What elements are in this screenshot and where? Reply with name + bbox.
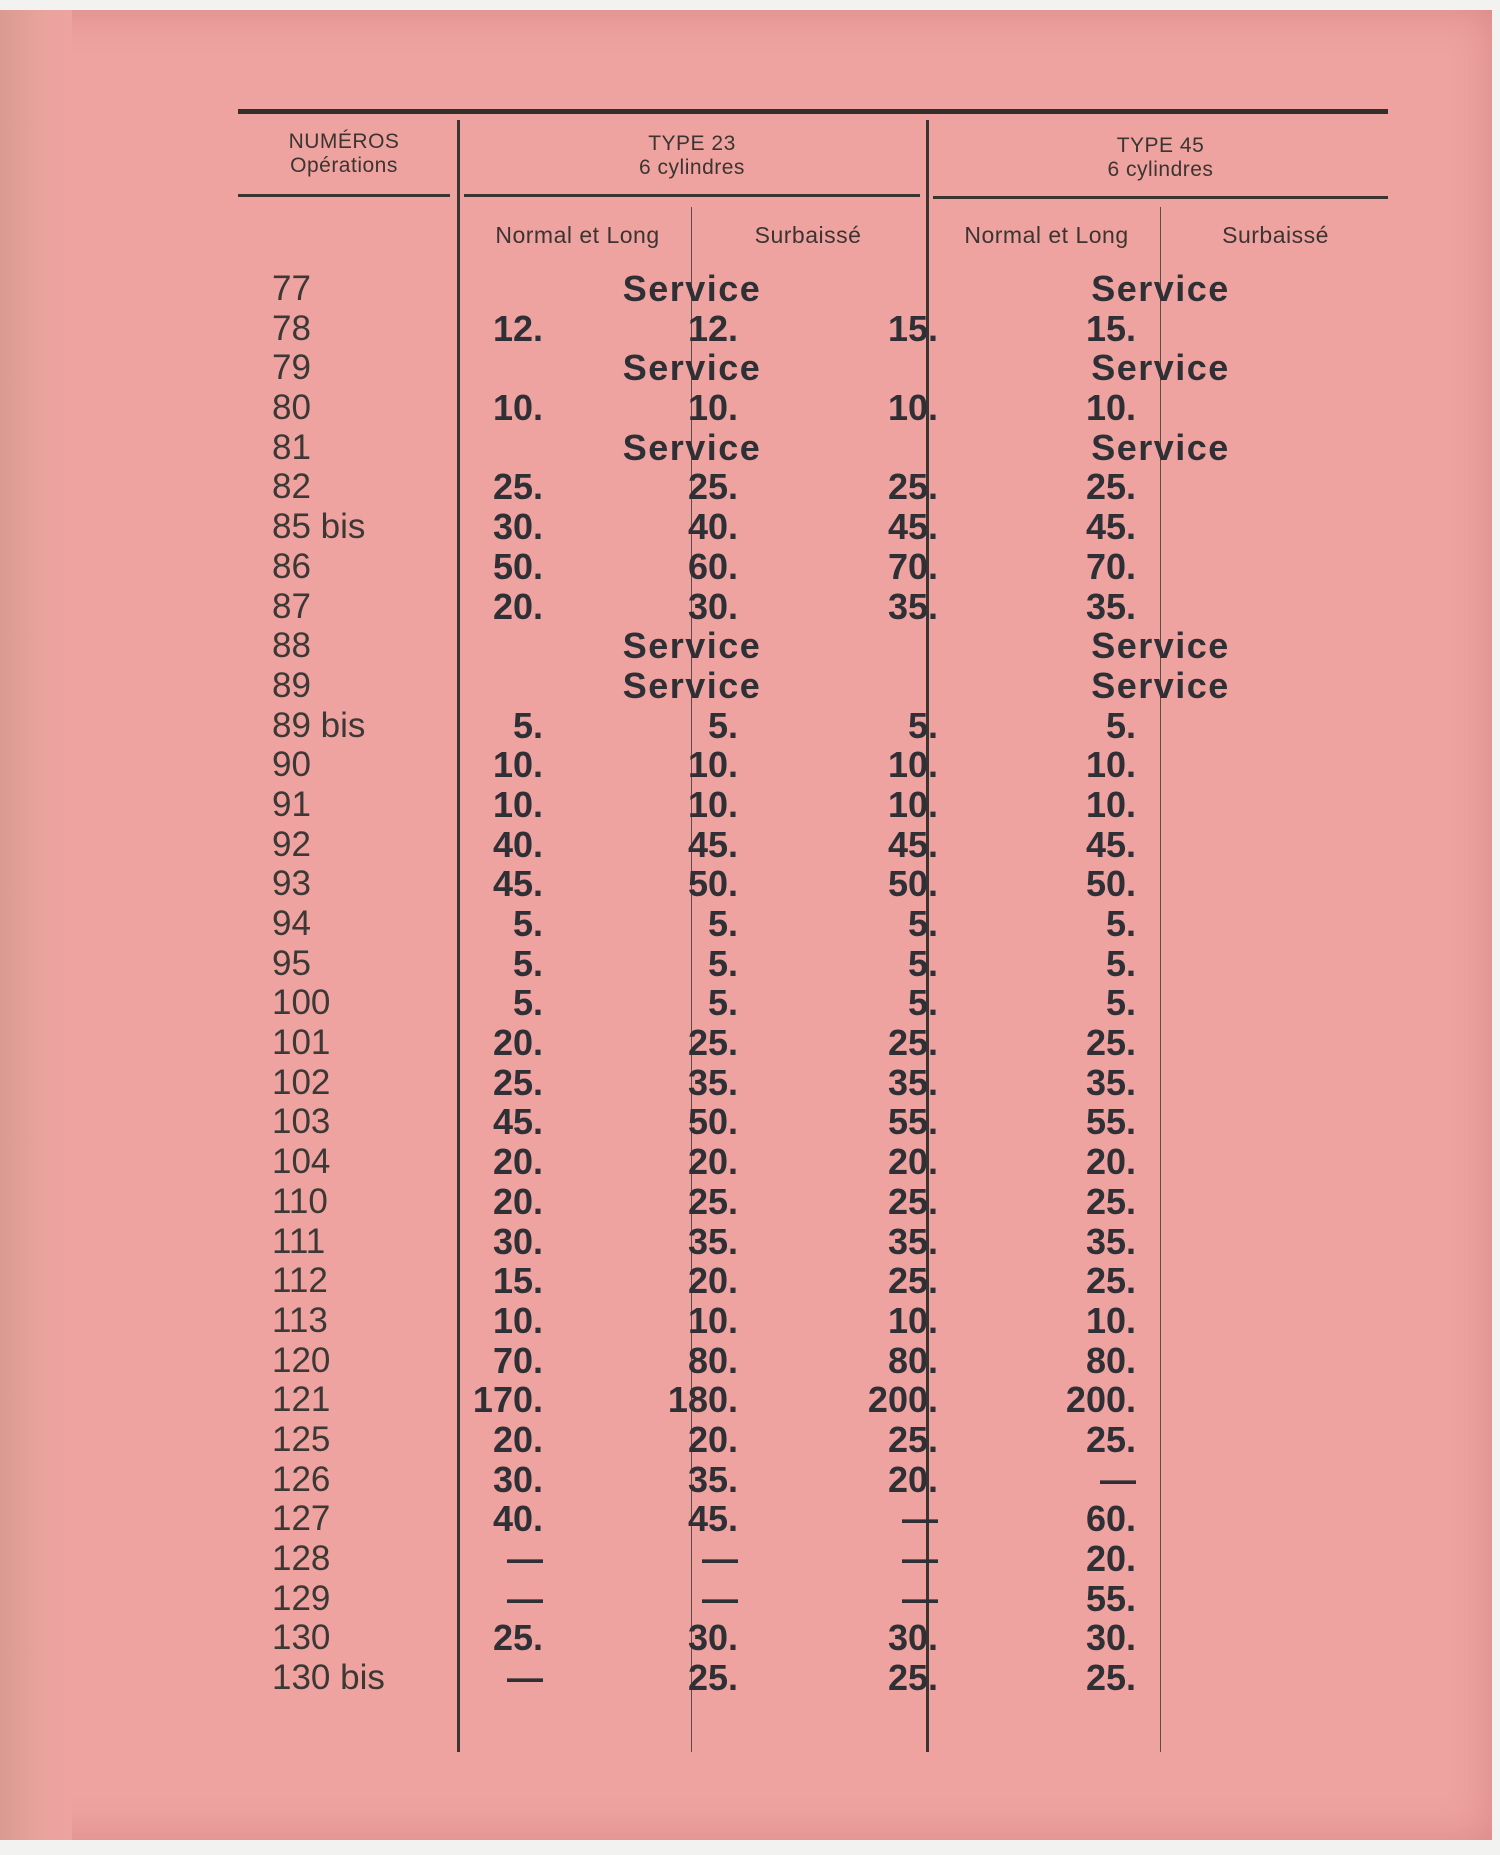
- table-row: [238, 666, 1388, 706]
- service-type23: Service: [622, 664, 762, 706]
- operation-number: 111: [272, 1221, 326, 1261]
- operation-number: 77: [272, 269, 311, 308]
- value-type23-normal: —: [507, 1538, 543, 1579]
- table-row: [238, 388, 1388, 428]
- value-type23-surbaisse: 35.: [687, 1458, 738, 1500]
- value-type23-normal: 20.: [492, 1180, 543, 1222]
- value-type23-surbaisse: 5.: [707, 942, 738, 984]
- operation-number: 92: [272, 824, 311, 864]
- table-row: [238, 1023, 1388, 1063]
- table-body: [238, 269, 1388, 1698]
- table-row: [238, 1539, 1388, 1579]
- value-type23-normal: 12.: [492, 307, 543, 349]
- operations-table: [238, 102, 1388, 1752]
- value-type45-normal: 10.: [887, 783, 938, 825]
- service-type45: Service: [1091, 664, 1230, 706]
- value-type45-surbaisse: 25.: [1085, 1260, 1136, 1302]
- operation-number: 121: [272, 1380, 331, 1420]
- operation-number: 101: [272, 1023, 331, 1063]
- value-type45-surbaisse: 55.: [1085, 1577, 1136, 1619]
- value-type23-normal: 40.: [492, 1498, 543, 1540]
- value-type45-surbaisse: 200.: [1065, 1379, 1136, 1421]
- value-type45-normal: 35.: [887, 585, 938, 627]
- value-type23-normal: 45.: [492, 863, 543, 905]
- operation-number: 78: [272, 308, 311, 348]
- operation-number: 128: [272, 1539, 331, 1578]
- header-type45: [933, 134, 1388, 182]
- value-type23-normal: 30.: [492, 506, 543, 548]
- value-type45-normal: 35.: [887, 1220, 938, 1262]
- value-type23-normal: 70.: [492, 1339, 543, 1381]
- value-type45-normal: 45.: [887, 823, 938, 865]
- header-type45-line2: 6 cylindres: [1107, 158, 1214, 181]
- value-type23-surbaisse: 35.: [687, 1061, 738, 1103]
- value-type45-surbaisse: 20.: [1085, 1538, 1136, 1579]
- top-rule: [238, 109, 1388, 114]
- service-type23: Service: [622, 625, 762, 667]
- value-type23-surbaisse: 40.: [687, 506, 738, 548]
- value-type23-surbaisse: —: [702, 1538, 738, 1579]
- operation-number: 94: [272, 904, 311, 943]
- value-type23-surbaisse: 30.: [687, 1617, 738, 1659]
- header-operations-line1: NUMÉROS: [288, 130, 400, 153]
- value-type45-normal: 45.: [887, 506, 938, 548]
- operation-number: 79: [272, 348, 311, 388]
- header-operations-line2: Opérations: [290, 154, 398, 177]
- value-type45-normal: 20.: [887, 1458, 938, 1500]
- value-type45-surbaisse: 20.: [1085, 1141, 1136, 1183]
- table-row: [238, 825, 1388, 865]
- value-type45-normal: —: [902, 1577, 938, 1619]
- operation-number: 82: [272, 467, 311, 507]
- header-type23-line2: 6 cylindres: [639, 156, 745, 179]
- value-type23-surbaisse: 5.: [707, 982, 738, 1024]
- service-type45: Service: [1091, 426, 1230, 468]
- operation-number: 110: [272, 1181, 328, 1221]
- value-type23-normal: —: [507, 1577, 543, 1619]
- value-type45-normal: —: [902, 1498, 938, 1540]
- header-type45-line1: TYPE 45: [1116, 134, 1205, 157]
- value-type45-normal: 5.: [907, 982, 938, 1024]
- value-type23-normal: 20.: [492, 1418, 543, 1460]
- header-type23: [464, 132, 920, 180]
- value-type23-normal: —: [507, 1657, 543, 1699]
- value-type45-normal: 5.: [907, 942, 938, 984]
- value-type23-normal: 25.: [492, 466, 543, 508]
- table-row: [238, 1658, 1388, 1698]
- table-row: [238, 944, 1388, 984]
- operation-number: 100: [272, 983, 331, 1023]
- service-type23: Service: [622, 347, 762, 389]
- value-type45-surbaisse: 35.: [1085, 585, 1136, 627]
- operation-number: 85 bis: [272, 507, 366, 547]
- table-row: [238, 467, 1388, 507]
- table-row: [238, 547, 1388, 587]
- value-type23-normal: 5.: [512, 982, 543, 1024]
- value-type45-normal: 10.: [887, 1299, 938, 1341]
- service-type45: Service: [1091, 347, 1230, 389]
- value-type45-normal: 10.: [887, 387, 938, 429]
- operation-number: 91: [272, 784, 311, 824]
- value-type45-surbaisse: 45.: [1085, 823, 1136, 865]
- operation-number: 130 bis: [272, 1658, 385, 1698]
- operation-number: 90: [272, 745, 311, 785]
- value-type45-surbaisse: 10.: [1085, 783, 1136, 825]
- value-type45-surbaisse: 25.: [1085, 1657, 1136, 1699]
- service-type23: Service: [622, 426, 762, 468]
- operation-number: 89: [272, 665, 311, 705]
- value-type45-surbaisse: 5.: [1105, 704, 1136, 746]
- value-type23-normal: 20.: [492, 1141, 543, 1183]
- value-type23-normal: 45.: [492, 1101, 543, 1143]
- value-type45-surbaisse: 70.: [1085, 545, 1136, 587]
- table-row: [238, 1222, 1388, 1262]
- table-row: [238, 1380, 1388, 1420]
- value-type45-surbaisse: 25.: [1085, 466, 1136, 508]
- value-type23-normal: 10.: [492, 783, 543, 825]
- value-type23-surbaisse: 25.: [687, 1657, 738, 1699]
- value-type23-surbaisse: 25.: [687, 1022, 738, 1064]
- rule-type23-header: [464, 194, 920, 197]
- service-type45: Service: [1091, 268, 1230, 309]
- value-type45-normal: 30.: [887, 1617, 938, 1659]
- value-type23-surbaisse: 30.: [687, 585, 738, 627]
- table-row: [238, 626, 1388, 666]
- operation-number: 129: [272, 1578, 331, 1618]
- table-row: [238, 269, 1388, 309]
- value-type23-surbaisse: 25.: [687, 466, 738, 508]
- value-type45-surbaisse: 60.: [1085, 1498, 1136, 1540]
- value-type23-normal: 10.: [492, 387, 543, 429]
- value-type23-surbaisse: 35.: [687, 1220, 738, 1262]
- value-type45-surbaisse: 10.: [1085, 744, 1136, 786]
- value-type23-normal: 20.: [492, 585, 543, 627]
- table-row: [238, 706, 1388, 746]
- table-row: [238, 1460, 1388, 1500]
- table-row: [238, 1102, 1388, 1142]
- table-row: [238, 507, 1388, 547]
- value-type23-surbaisse: 50.: [687, 863, 738, 905]
- operation-number: 104: [272, 1142, 331, 1182]
- value-type45-surbaisse: 25.: [1085, 1418, 1136, 1460]
- value-type23-normal: 170.: [472, 1379, 543, 1421]
- value-type45-normal: 25.: [887, 1022, 938, 1064]
- value-type23-surbaisse: 45.: [687, 1498, 738, 1540]
- header-type23-line1: TYPE 23: [648, 132, 736, 155]
- service-type23: Service: [622, 268, 762, 309]
- value-type23-normal: 10.: [492, 744, 543, 786]
- operation-number: 81: [272, 427, 311, 467]
- value-type45-normal: 25.: [887, 466, 938, 508]
- value-type23-surbaisse: 5.: [707, 903, 738, 944]
- value-type23-surbaisse: 20.: [687, 1141, 738, 1183]
- value-type23-normal: 25.: [492, 1061, 543, 1103]
- table-row: [238, 1301, 1388, 1341]
- value-type23-surbaisse: 25.: [687, 1180, 738, 1222]
- value-type23-surbaisse: 12.: [687, 307, 738, 349]
- operation-number: 126: [272, 1459, 331, 1499]
- operation-number: 87: [272, 586, 311, 626]
- table-row: [238, 864, 1388, 904]
- operation-number: 95: [272, 943, 311, 983]
- operation-number: 86: [272, 546, 311, 586]
- value-type45-surbaisse: 15.: [1085, 307, 1136, 349]
- table-row: [238, 1063, 1388, 1103]
- value-type45-normal: 80.: [887, 1339, 938, 1381]
- value-type23-surbaisse: 10.: [687, 744, 738, 786]
- value-type23-normal: 50.: [492, 545, 543, 587]
- value-type45-surbaisse: 5.: [1105, 903, 1136, 944]
- value-type45-surbaisse: —: [1100, 1458, 1136, 1500]
- table-row: [238, 587, 1388, 627]
- table-row: [238, 1142, 1388, 1182]
- subheader-type45-normal: Normal et Long: [964, 222, 1129, 248]
- table-row: [238, 1341, 1388, 1381]
- table-row: [238, 1579, 1388, 1619]
- value-type45-normal: 55.: [887, 1101, 938, 1143]
- value-type45-normal: 25.: [887, 1260, 938, 1302]
- value-type45-surbaisse: 80.: [1085, 1339, 1136, 1381]
- operation-number: 89 bis: [272, 705, 366, 745]
- table-row: [238, 785, 1388, 825]
- value-type23-surbaisse: 10.: [687, 1299, 738, 1341]
- value-type23-normal: 30.: [492, 1220, 543, 1262]
- value-type45-normal: 15.: [887, 307, 938, 349]
- table-row: [238, 1420, 1388, 1460]
- table-row: [238, 983, 1388, 1023]
- value-type23-normal: 10.: [492, 1299, 543, 1341]
- value-type23-normal: 5.: [512, 903, 543, 944]
- value-type23-normal: 30.: [492, 1458, 543, 1500]
- page-spine-shadow: [0, 10, 72, 1840]
- value-type45-normal: 25.: [887, 1180, 938, 1222]
- value-type45-surbaisse: 35.: [1085, 1061, 1136, 1103]
- rule-type45-header: [933, 196, 1388, 199]
- table-row: [238, 428, 1388, 468]
- value-type45-surbaisse: 10.: [1085, 1299, 1136, 1341]
- operation-number: 120: [272, 1340, 331, 1380]
- operation-number: 88: [272, 626, 311, 666]
- value-type23-surbaisse: 60.: [687, 545, 738, 587]
- value-type45-surbaisse: 25.: [1085, 1022, 1136, 1064]
- operation-number: 125: [272, 1419, 331, 1459]
- value-type23-normal: 5.: [512, 704, 543, 746]
- operation-number: 102: [272, 1062, 331, 1102]
- value-type45-surbaisse: 5.: [1105, 942, 1136, 984]
- value-type23-surbaisse: 5.: [707, 704, 738, 746]
- value-type45-normal: —: [902, 1538, 938, 1579]
- value-type45-surbaisse: 35.: [1085, 1220, 1136, 1262]
- value-type23-normal: 15.: [492, 1260, 543, 1302]
- value-type45-normal: 50.: [887, 863, 938, 905]
- subheader-type23-normal: Normal et Long: [495, 222, 660, 248]
- value-type23-normal: 5.: [512, 942, 543, 984]
- table-row: [238, 309, 1388, 349]
- operation-number: 112: [272, 1261, 328, 1301]
- value-type23-normal: 40.: [492, 823, 543, 865]
- value-type45-surbaisse: 10.: [1085, 387, 1136, 429]
- table-row: [238, 745, 1388, 785]
- subheader-type45-surbaisse: Surbaissé: [1222, 222, 1329, 248]
- value-type45-normal: 70.: [887, 545, 938, 587]
- value-type45-normal: 20.: [887, 1141, 938, 1183]
- value-type45-normal: 200.: [867, 1379, 938, 1421]
- value-type23-surbaisse: 20.: [687, 1418, 738, 1460]
- value-type23-normal: 25.: [492, 1617, 543, 1659]
- value-type45-normal: 5.: [907, 704, 938, 746]
- operation-number: 103: [272, 1102, 331, 1142]
- value-type45-surbaisse: 50.: [1085, 863, 1136, 905]
- value-type45-surbaisse: 30.: [1085, 1617, 1136, 1659]
- table-row: [238, 1618, 1388, 1658]
- value-type45-normal: 5.: [907, 903, 938, 944]
- value-type23-surbaisse: 10.: [687, 387, 738, 429]
- value-type23-normal: 20.: [492, 1022, 543, 1064]
- value-type23-surbaisse: 10.: [687, 783, 738, 825]
- value-type23-surbaisse: 80.: [687, 1339, 738, 1381]
- value-type45-surbaisse: 45.: [1085, 506, 1136, 548]
- operation-number: 127: [272, 1499, 331, 1539]
- value-type45-normal: 10.: [887, 744, 938, 786]
- value-type23-surbaisse: —: [702, 1577, 738, 1619]
- value-type45-surbaisse: 5.: [1105, 982, 1136, 1024]
- operation-number: 93: [272, 864, 311, 904]
- table-row: [238, 904, 1388, 944]
- value-type23-surbaisse: 50.: [687, 1101, 738, 1143]
- header-operations: [238, 130, 450, 178]
- operation-number: 113: [272, 1300, 328, 1340]
- table-row: [238, 348, 1388, 388]
- value-type23-surbaisse: 45.: [687, 823, 738, 865]
- value-type23-surbaisse: 180.: [667, 1379, 738, 1421]
- operation-number: 130: [272, 1618, 331, 1658]
- value-type45-normal: 25.: [887, 1657, 938, 1699]
- table-row: [238, 1261, 1388, 1301]
- value-type23-surbaisse: 20.: [687, 1260, 738, 1302]
- service-type45: Service: [1091, 625, 1230, 667]
- rule-ops-header: [238, 194, 450, 197]
- operation-number: 80: [272, 388, 311, 428]
- document-page: [0, 10, 1492, 1840]
- table-row: [238, 1499, 1388, 1539]
- subheader-type23-surbaisse: Surbaissé: [754, 222, 862, 248]
- value-type45-surbaisse: 55.: [1085, 1101, 1136, 1143]
- value-type45-normal: 35.: [887, 1061, 938, 1103]
- value-type45-normal: 25.: [887, 1418, 938, 1460]
- table-row: [238, 1182, 1388, 1222]
- value-type45-surbaisse: 25.: [1085, 1180, 1136, 1222]
